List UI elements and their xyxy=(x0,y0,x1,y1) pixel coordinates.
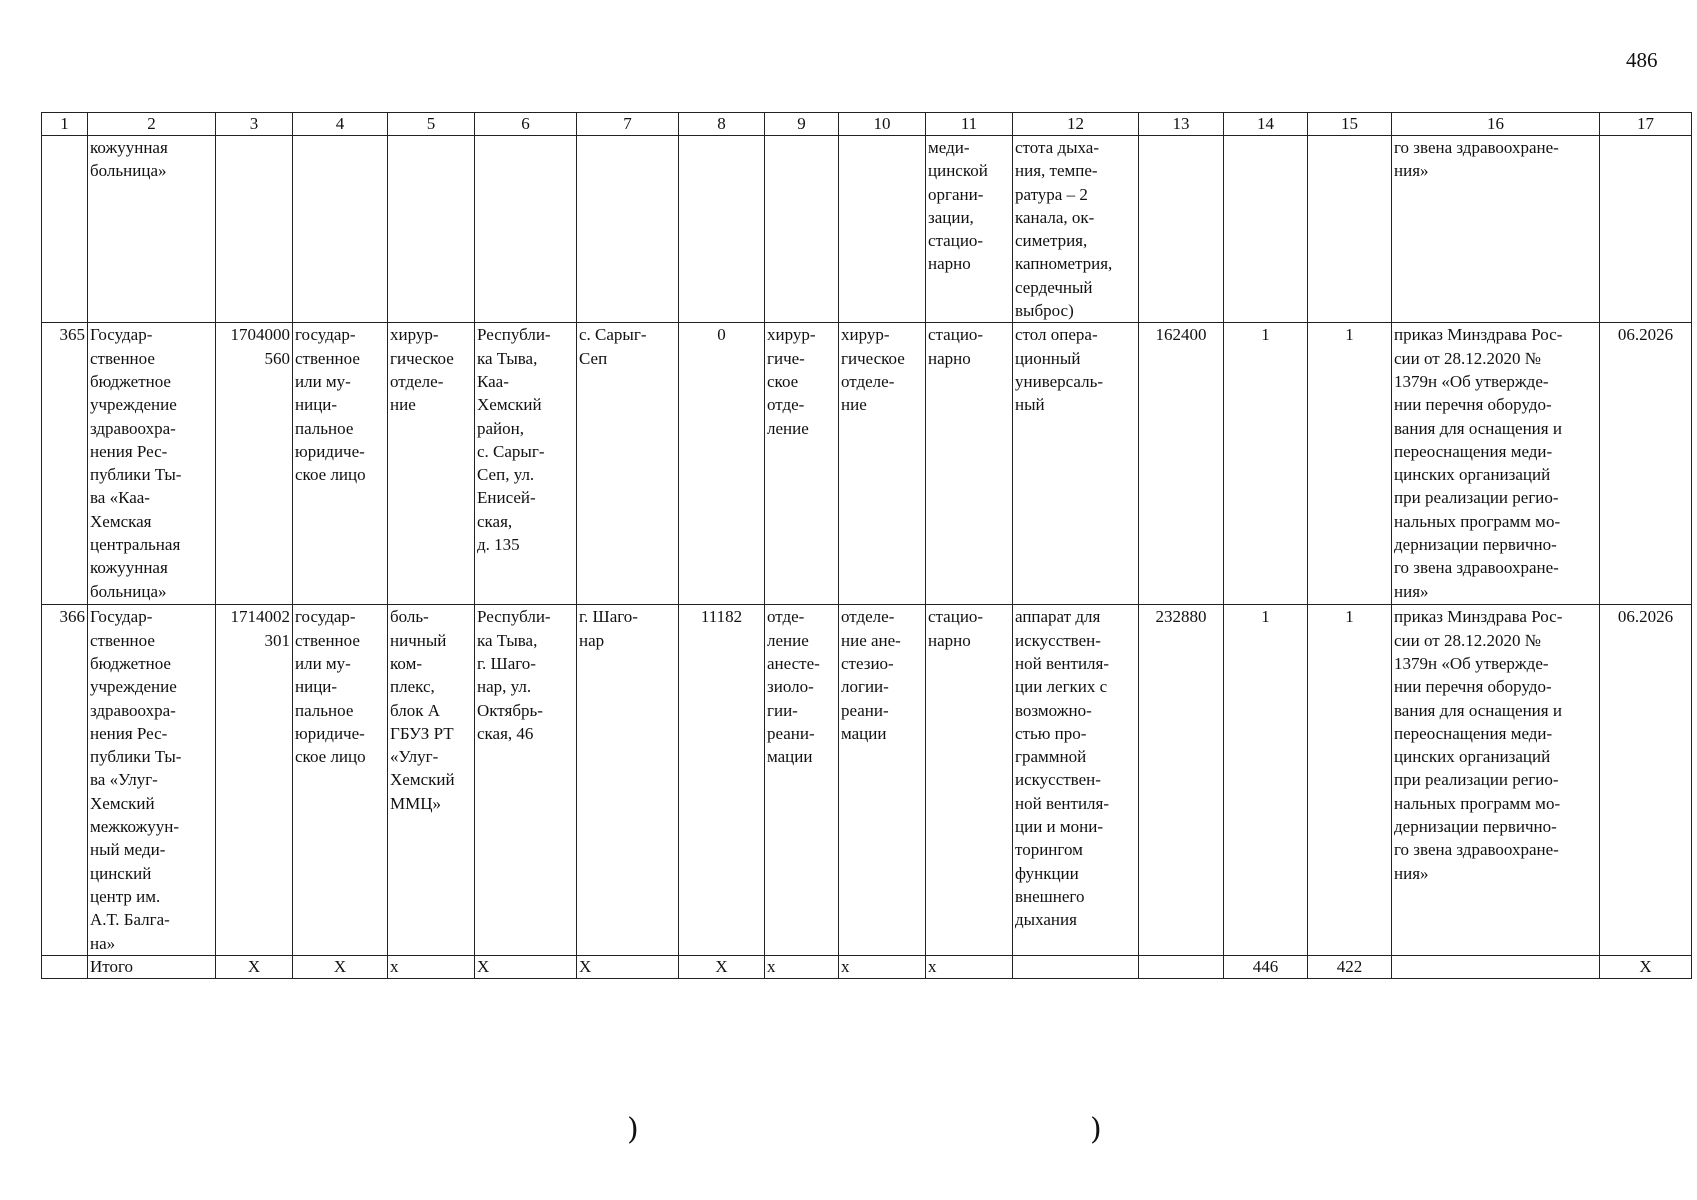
equipment-table xyxy=(41,112,1692,979)
quantity-cell: 1 xyxy=(1224,323,1308,605)
total-label: Итого xyxy=(88,956,216,979)
continuation-row xyxy=(42,136,1692,323)
cell xyxy=(42,956,88,979)
cell xyxy=(1139,136,1224,323)
header-cell: 16 xyxy=(1392,113,1600,136)
basis-cell: приказ Минздрава Рос- сии от 28.12.2020 № 1379н «Об утвержде- нии перечня оборудо- вания для оснащения и переоснащения меди- цинских организаций при реализации регио- нальных программ мо- дернизации первично- го звена здравоохране- ния» xyxy=(1392,323,1600,605)
quantity-cell: 1 xyxy=(1224,605,1308,956)
total-cell: X xyxy=(216,956,293,979)
department-cell: хирур- гическое отделе- ние xyxy=(839,323,926,605)
population-cell: 0 xyxy=(679,323,765,605)
margin-mark: ) xyxy=(1090,1112,1102,1147)
header-cell: 4 xyxy=(293,113,388,136)
inn-cell: 1714002 301 xyxy=(216,605,293,956)
price-cell: 232880 xyxy=(1139,605,1224,956)
basis-cell: приказ Минздрава Рос- сии от 28.12.2020 № 1379н «Об утвержде- нии перечня оборудо- вания для оснащения и переоснащения меди- цинских организаций при реализации регио- нальных программ мо- дернизации первично- го звена здравоохране- ния» xyxy=(1392,605,1600,956)
total-cell: x xyxy=(765,956,839,979)
cell xyxy=(216,136,293,323)
cell xyxy=(1600,136,1692,323)
total-cell xyxy=(1392,956,1600,979)
price-cell: 162400 xyxy=(1139,323,1224,605)
cell xyxy=(1224,136,1308,323)
department-cell: отделе- ние ане- стезио- логии- реани- мации xyxy=(839,605,926,956)
header-cell: 5 xyxy=(388,113,475,136)
cell xyxy=(765,136,839,323)
table-row xyxy=(42,605,1692,956)
department-cell: отде- ление анесте- зиоло- гии- реани- мации xyxy=(765,605,839,956)
date-cell: 06.2026 xyxy=(1600,323,1692,605)
header-cell: 2 xyxy=(88,113,216,136)
cell xyxy=(839,136,926,323)
mode-cell: меди- цинской органи- зации, стацио- нарно xyxy=(926,136,1013,323)
org-name-cell: Государ- ственное бюджетное учреждение здравоохра- нения Рес- публики Ты- ва «Каа- Хемская центральная кожуунная больница» xyxy=(88,323,216,605)
address-cell: Республи- ка Тыва, г. Шаго- нар, ул. Октябрь- ская, 46 xyxy=(475,605,577,956)
equipment-cell: аппарат для искусствен- ной вентиля- ции легких с возможно- стью про- граммной искусствен- ной вентиля- ции и мони- торингом функции внешнего дыхания xyxy=(1013,605,1139,956)
header-cell: 10 xyxy=(839,113,926,136)
inn-cell: 1704000 560 xyxy=(216,323,293,605)
locality-cell: с. Сарыг- Сеп xyxy=(577,323,679,605)
cell xyxy=(293,136,388,323)
page-number: 486 xyxy=(1626,48,1658,72)
margin-mark: ) xyxy=(627,1112,639,1147)
header-cell: 6 xyxy=(475,113,577,136)
cell xyxy=(388,136,475,323)
table-row xyxy=(42,323,1692,605)
cell xyxy=(679,136,765,323)
total-quantity-cell: 446 xyxy=(1224,956,1308,979)
mode-cell: стацио- нарно xyxy=(926,323,1013,605)
header-cell: 17 xyxy=(1600,113,1692,136)
total-quantity-cell: 422 xyxy=(1308,956,1392,979)
address-cell: Республи- ка Тыва, Каа- Хемский район, с. Сарыг- Сеп, ул. Енисей- ская, д. 135 xyxy=(475,323,577,605)
total-cell: X xyxy=(475,956,577,979)
header-cell: 13 xyxy=(1139,113,1224,136)
legal-form-cell: государ- ственное или му- ници- пальное юридиче- ское лицо xyxy=(293,323,388,605)
org-name-cell: кожуунная больница» xyxy=(88,136,216,323)
population-cell: 11182 xyxy=(679,605,765,956)
total-cell: X xyxy=(577,956,679,979)
header-cell: 11 xyxy=(926,113,1013,136)
legal-form-cell: государ- ственное или му- ници- пальное юридиче- ское лицо xyxy=(293,605,388,956)
quantity-cell: 1 xyxy=(1308,605,1392,956)
mode-cell: стацио- нарно xyxy=(926,605,1013,956)
header-cell: 9 xyxy=(765,113,839,136)
header-cell: 7 xyxy=(577,113,679,136)
building-cell: хирур- гическое отделе- ние xyxy=(388,323,475,605)
total-cell xyxy=(1139,956,1224,979)
header-cell: 3 xyxy=(216,113,293,136)
header-cell: 15 xyxy=(1308,113,1392,136)
org-name-cell: Государ- ственное бюджетное учреждение здравоохра- нения Рес- публики Ты- ва «Улуг- Хемский межкожуун- ный меди- цинский центр им. А.Т. Балга- на» xyxy=(88,605,216,956)
header-cell: 8 xyxy=(679,113,765,136)
equipment-cell: стота дыха- ния, темпе- ратура – 2 канала, ок- симетрия, капнометрия, сердечный выброс) xyxy=(1013,136,1139,323)
header-cell: 12 xyxy=(1013,113,1139,136)
cell xyxy=(1308,136,1392,323)
row-number-cell: 366 xyxy=(42,605,88,956)
total-row xyxy=(42,956,1692,979)
header-cell: 1 xyxy=(42,113,88,136)
date-cell: 06.2026 xyxy=(1600,605,1692,956)
locality-cell: г. Шаго- нар xyxy=(577,605,679,956)
cell xyxy=(577,136,679,323)
cell xyxy=(475,136,577,323)
total-cell: X xyxy=(1600,956,1692,979)
total-cell: x xyxy=(839,956,926,979)
cell xyxy=(42,136,88,323)
total-cell: x xyxy=(388,956,475,979)
row-number-cell: 365 xyxy=(42,323,88,605)
basis-cell: го звена здравоохране- ния» xyxy=(1392,136,1600,323)
total-cell xyxy=(1013,956,1139,979)
department-cell: хирур- гиче- ское отде- ление xyxy=(765,323,839,605)
header-cell: 14 xyxy=(1224,113,1308,136)
header-row xyxy=(42,113,1692,136)
building-cell: боль- ничный ком- плекс, блок А ГБУЗ РТ «Улуг- Хемский ММЦ» xyxy=(388,605,475,956)
equipment-cell: стол опера- ционный универсаль- ный xyxy=(1013,323,1139,605)
total-cell: X xyxy=(293,956,388,979)
quantity-cell: 1 xyxy=(1308,323,1392,605)
total-cell: X xyxy=(679,956,765,979)
total-cell: x xyxy=(926,956,1013,979)
